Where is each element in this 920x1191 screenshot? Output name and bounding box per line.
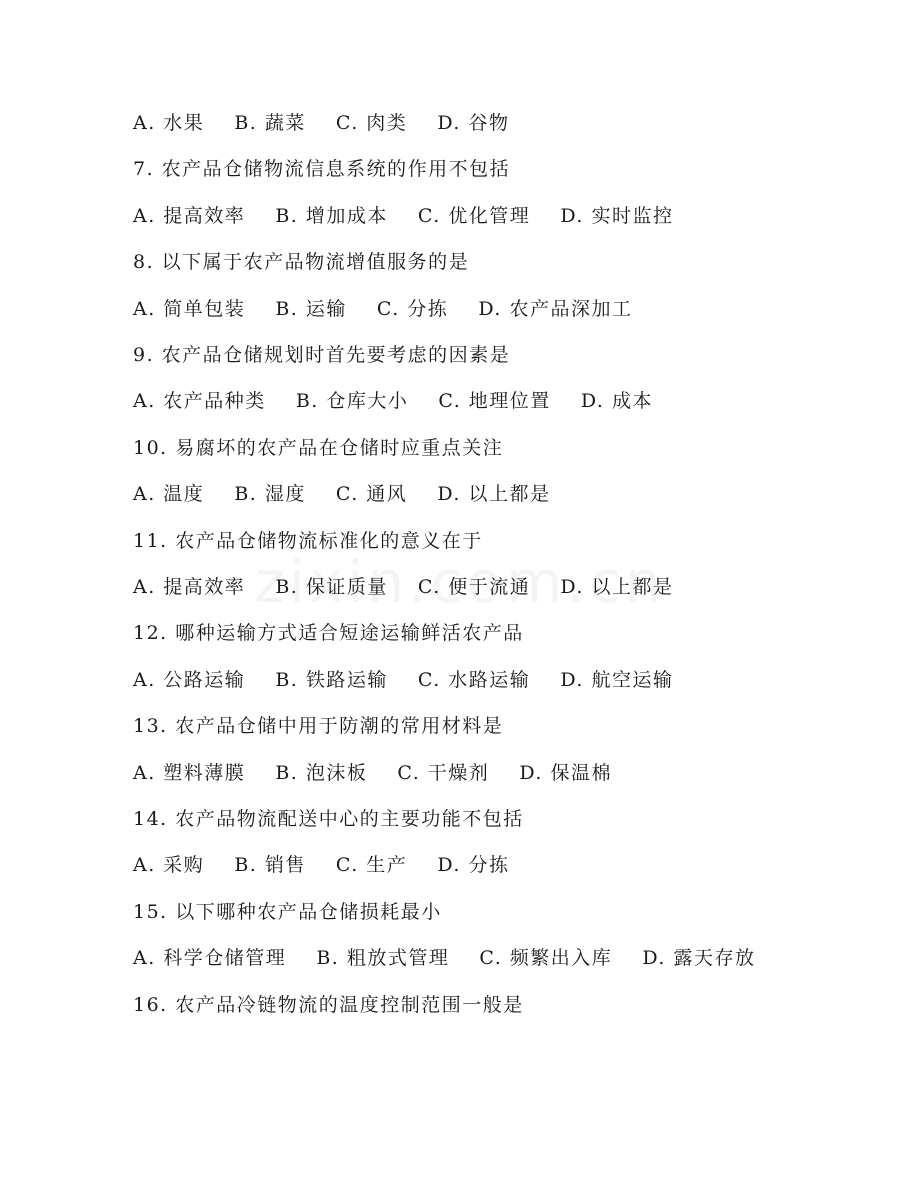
question-text: 8. 以下属于农产品物流增值服务的是 xyxy=(133,251,470,274)
question-text: 16. 农产品冷链物流的温度控制范围一般是 xyxy=(133,993,524,1016)
option-a: A. 公路运输 xyxy=(133,668,246,691)
option-d: D. 实时监控 xyxy=(560,204,674,227)
question-text: 12. 哪种运输方式适合短途运输鲜活农产品 xyxy=(133,622,524,645)
option-c: C. 优化管理 xyxy=(417,204,531,227)
option-d: D. 航空运输 xyxy=(560,668,674,691)
question-text: 13. 农产品仓储中用于防潮的常用材料是 xyxy=(133,715,504,738)
option-b: B. 泡沫板 xyxy=(275,761,368,784)
option-a: A. 水果 xyxy=(133,112,205,134)
question-text: 15. 以下哪种农产品仓储损耗最小 xyxy=(133,900,442,923)
option-a: A. 温度 xyxy=(133,483,205,506)
options-row xyxy=(133,296,860,322)
option-c: C. 生产 xyxy=(335,854,408,877)
options-row xyxy=(133,574,860,600)
options-row xyxy=(133,945,860,971)
option-a: A. 科学仓储管理 xyxy=(133,947,287,970)
option-d: D. 农产品深加工 xyxy=(478,297,633,320)
option-c: C. 水路运输 xyxy=(417,668,531,691)
options-row xyxy=(133,203,860,229)
option-a: A. 提高效率 xyxy=(133,204,246,227)
option-b: B. 蔬菜 xyxy=(234,112,306,134)
option-c: C. 肉类 xyxy=(335,112,408,134)
options-row xyxy=(133,388,860,414)
option-d: D. 以上都是 xyxy=(560,576,674,598)
option-b: B. 铁路运输 xyxy=(275,668,388,691)
options-row xyxy=(133,852,860,878)
option-c: C. 通风 xyxy=(335,483,408,506)
question-text: 10. 易腐坏的农产品在仓储时应重点关注 xyxy=(133,436,504,459)
option-a: A. 塑料薄膜 xyxy=(133,761,246,784)
option-d: D. 保温棉 xyxy=(519,761,612,784)
option-b: B. 销售 xyxy=(234,854,306,877)
option-b: B. 增加成本 xyxy=(275,204,388,227)
question-text: 7. 农产品仓储物流信息系统的作用不包括 xyxy=(133,158,511,181)
options-row xyxy=(133,760,860,786)
option-b: B. 湿度 xyxy=(234,483,306,506)
option-c: C. 频繁出入库 xyxy=(479,947,613,970)
option-a: A. 采购 xyxy=(133,854,205,877)
option-d: D. 露天存放 xyxy=(642,947,756,970)
option-d: D. 谷物 xyxy=(437,112,510,134)
option-c: C. 地理位置 xyxy=(438,390,551,413)
question-text: 14. 农产品物流配送中心的主要功能不包括 xyxy=(133,808,524,830)
options-row xyxy=(133,481,860,507)
option-d: D. 分拣 xyxy=(437,854,510,877)
question-text: 9. 农产品仓储规划时首先要考虑的因素是 xyxy=(133,344,511,366)
option-a: A. 农产品种类 xyxy=(133,390,266,413)
option-b: B. 粗放式管理 xyxy=(316,947,450,970)
option-b: B. 运输 xyxy=(275,297,347,320)
option-d: D. 成本 xyxy=(580,390,653,413)
options-row xyxy=(133,110,860,136)
option-c: C. 分拣 xyxy=(376,297,449,320)
option-a: A. 提高效率 xyxy=(133,576,246,598)
question-text: 11. 农产品仓储物流标准化的意义在于 xyxy=(133,529,483,552)
option-a: A. 简单包装 xyxy=(133,297,246,320)
option-b: B. 仓库大小 xyxy=(295,390,409,413)
option-c: C. 干燥剂 xyxy=(397,761,490,784)
options-row xyxy=(133,667,860,693)
option-c: C. 便于流通 xyxy=(417,576,531,598)
option-b: B. 保证质量 xyxy=(275,576,388,598)
option-d: D. 以上都是 xyxy=(437,483,551,506)
